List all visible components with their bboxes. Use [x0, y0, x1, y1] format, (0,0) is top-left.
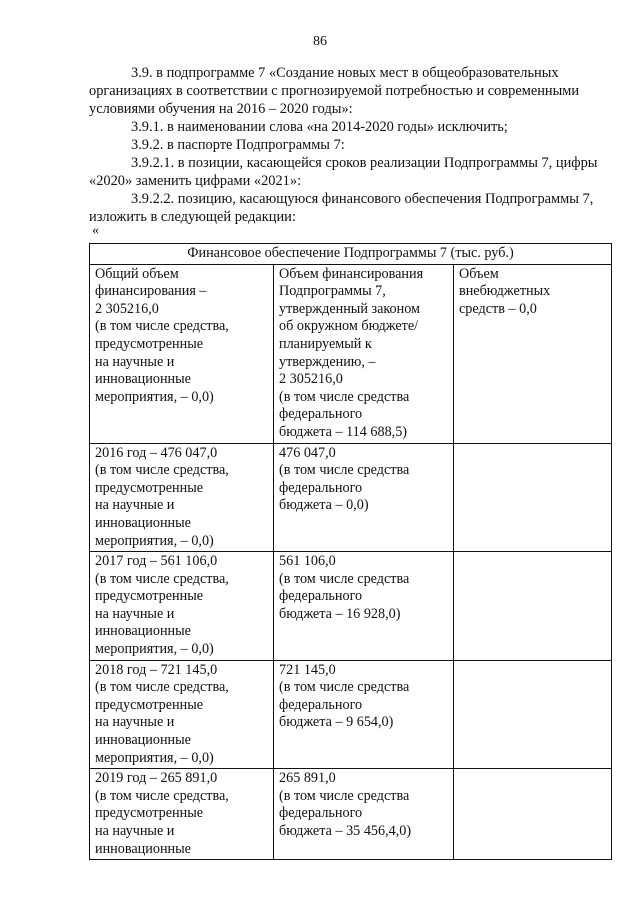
table-cell: Объем внебюджетных средств – 0,0 [454, 264, 612, 443]
table-cell: 265 891,0 (в том числе средства федерального бюджета – 35 456,4,0) [274, 769, 454, 860]
table-cell [454, 443, 612, 552]
table-row-2016 [90, 443, 612, 552]
paragraph-3-9-2-1: 3.9.2.1. в позиции, касающейся сроков реализации Подпрограммы 7, цифры «2020» заменить цифрами «2021»: [89, 155, 598, 189]
table-row-2019 [90, 769, 612, 860]
table-cell: 561 106,0 (в том числе средства федерального бюджета – 16 928,0) [274, 552, 454, 661]
page-number: 86 [313, 34, 327, 49]
table-row-total [90, 264, 612, 443]
paragraph-3-9-2-2: 3.9.2.2. позицию, касающуюся финансового обеспечения Подпрограммы 7, изложить в следующей редакции: [89, 191, 594, 225]
table-cell: 2019 год – 265 891,0 (в том числе средства, предусмотренные на научные и инновационные [90, 769, 274, 860]
table-cell: 721 145,0 (в том числе средства федерального бюджета – 9 654,0) [274, 660, 454, 769]
table-cell: 2016 год – 476 047,0 (в том числе средства, предусмотренные на научные и инновационные мероприятия, – 0,0) [90, 443, 274, 552]
opening-quote-mark: « [92, 223, 99, 238]
table-cell [454, 552, 612, 661]
table-cell [454, 769, 612, 860]
paragraph-3-9: 3.9. в подпрограмме 7 «Создание новых мест в общеобразовательных организациях в соответствии с прогнозируемой потребностью и современными условиями обучения на 2016 – 2020 годы»: [89, 65, 580, 117]
table-cell: 2018 год – 721 145,0 (в том числе средства, предусмотренные на научные и инновационные мероприятия, – 0,0) [90, 660, 274, 769]
table-cell: Объем финансирования Подпрограммы 7, утвержденный законом об окружном бюджете/ планируемый к утверждению, – 2 305216,0 (в том числе средства федерального бюджета – 114 688,5) [274, 264, 454, 443]
table-cell [454, 660, 612, 769]
table-header: Финансовое обеспечение Подпрограммы 7 (тыс. руб.) [90, 244, 612, 265]
paragraph-3-9-1: 3.9.1. в наименовании слова «на 2014-2020 годы» исключить; [131, 119, 508, 135]
table-cell: Общий объем финансирования – 2 305216,0 (в том числе средства, предусмотренные на научные и инновационные мероприятия, – 0,0) [90, 264, 274, 443]
table-cell: 476 047,0 (в том числе средства федерального бюджета – 0,0) [274, 443, 454, 552]
table-cell: 2017 год – 561 106,0 (в том числе средства, предусмотренные на научные и инновационные мероприятия, – 0,0) [90, 552, 274, 661]
table-row-2017 [90, 552, 612, 661]
financing-table [89, 243, 612, 860]
paragraph-3-9-2: 3.9.2. в паспорте Подпрограммы 7: [131, 137, 345, 153]
table-row-2018 [90, 660, 612, 769]
